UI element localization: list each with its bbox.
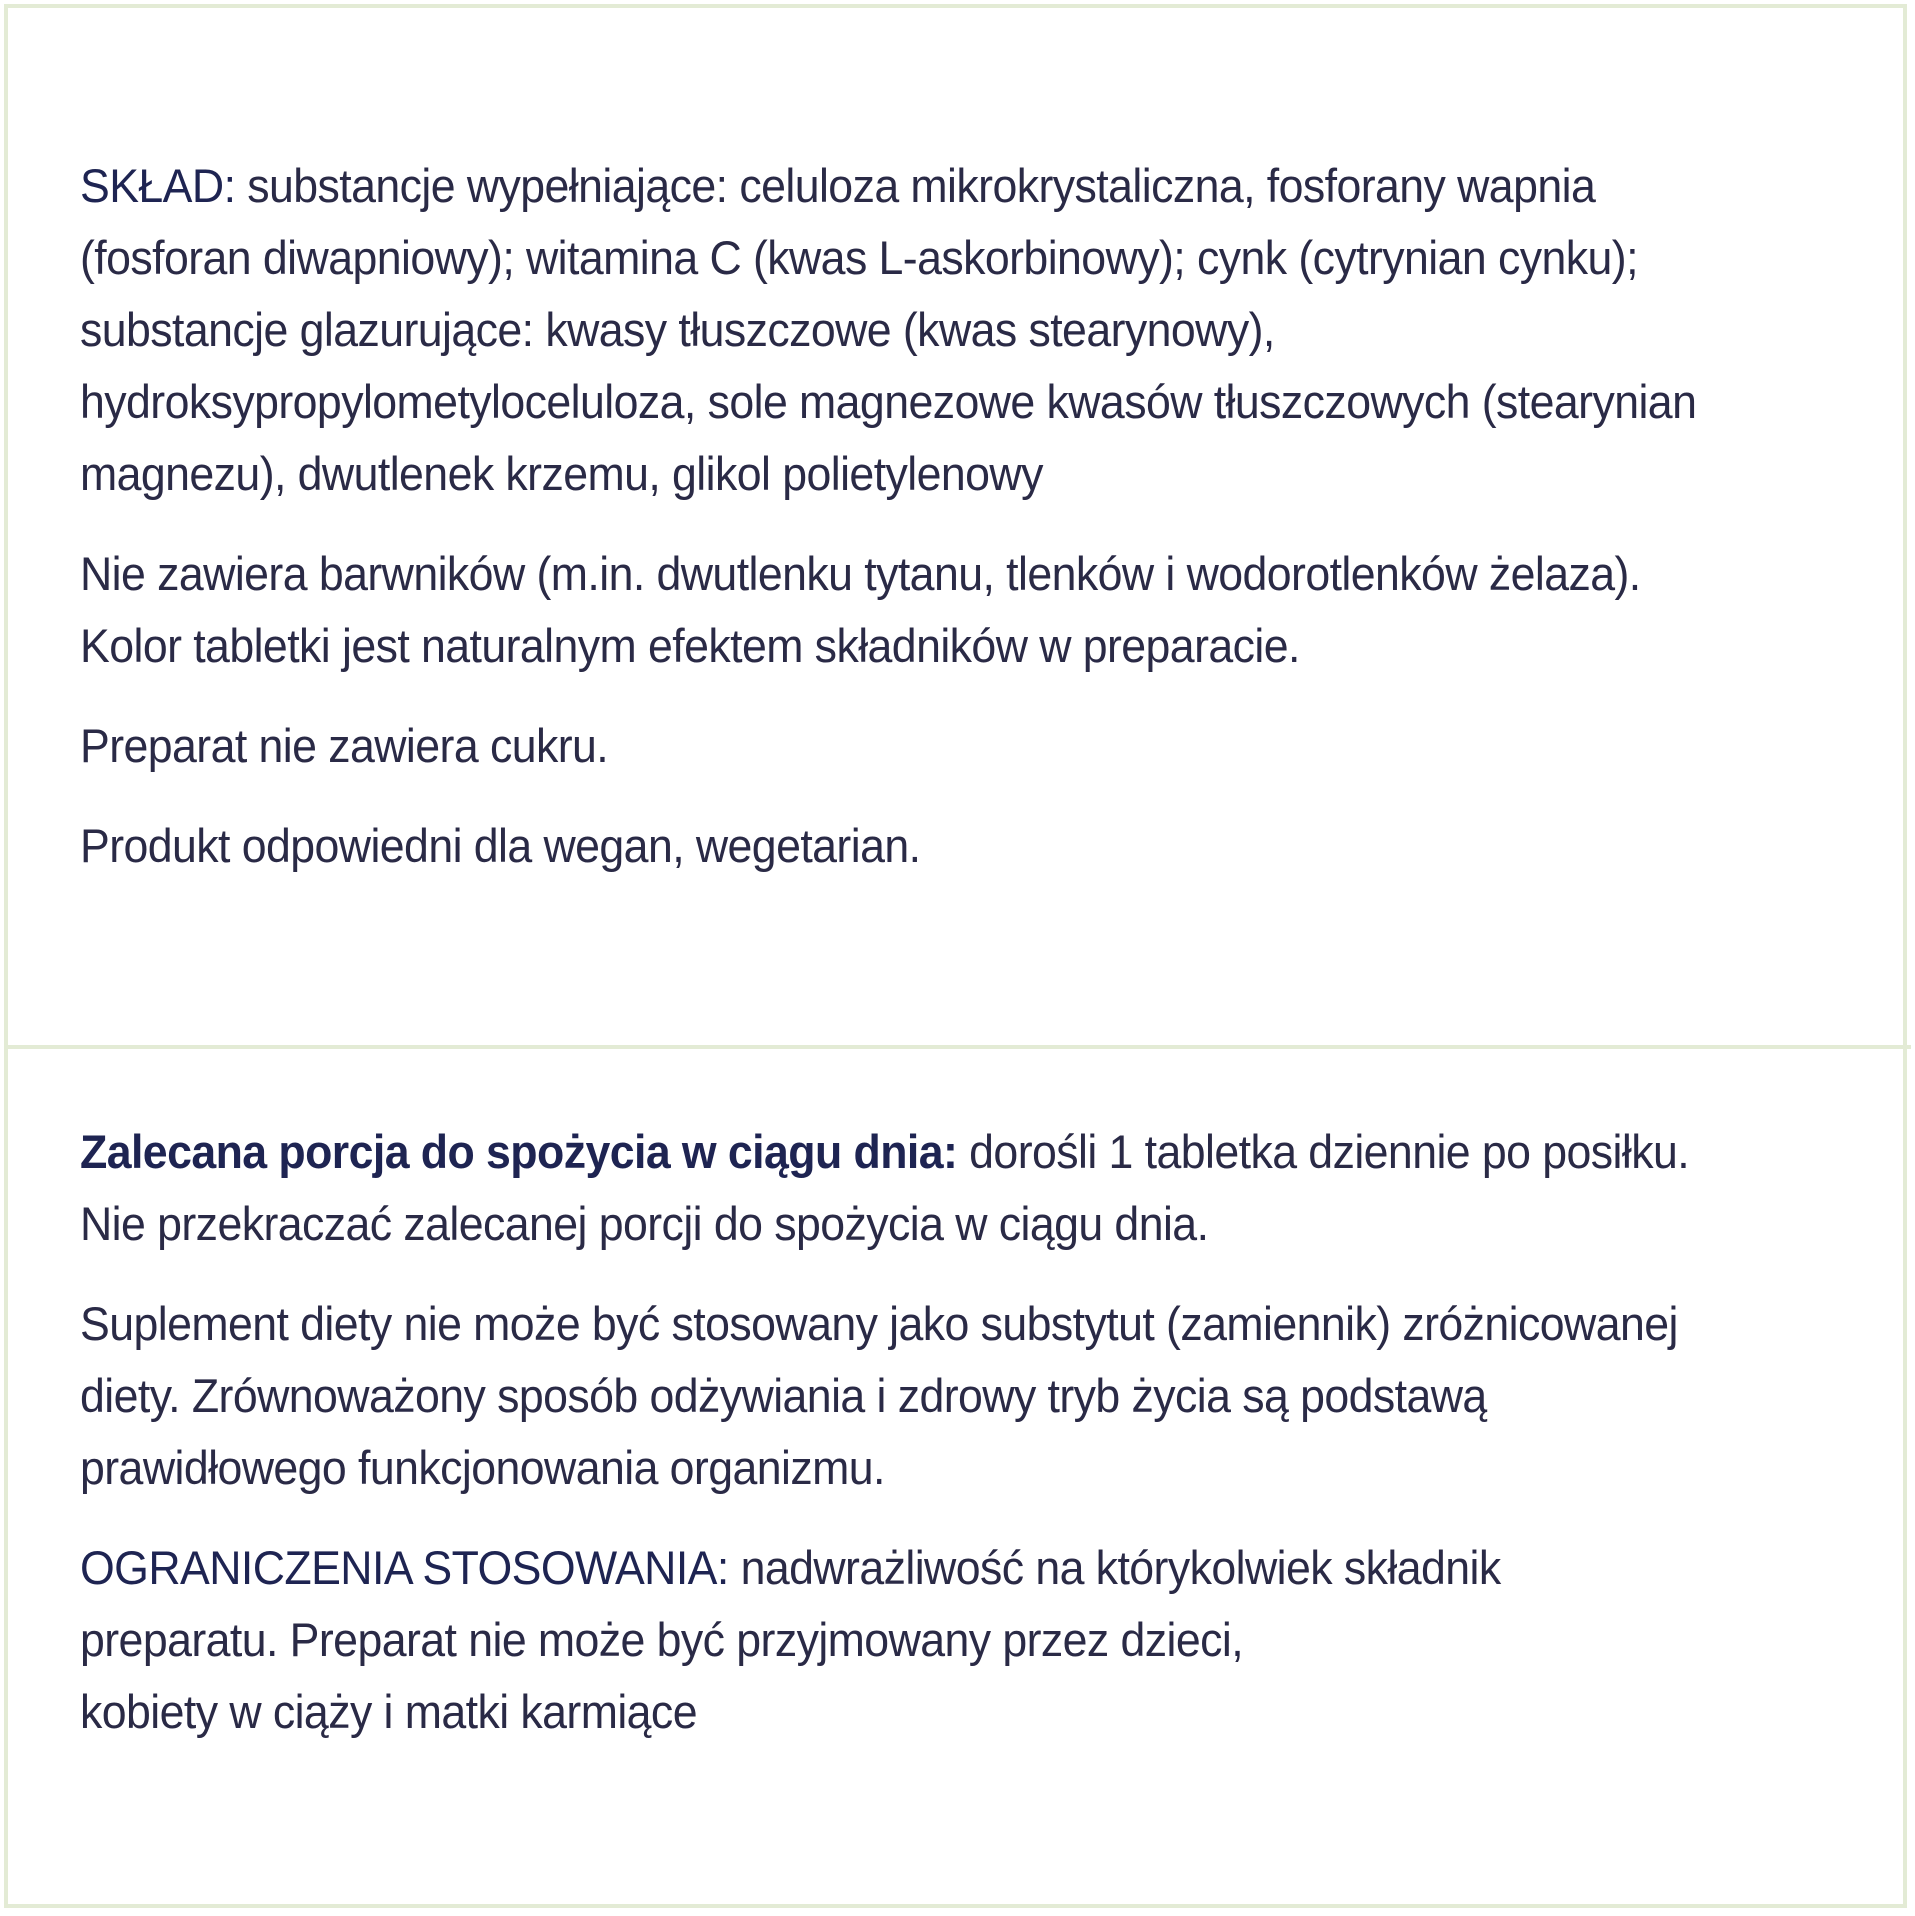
ingredients-text-line-3: substancje glazurujące: kwasy tłuszczowe (kwas stearynowy), <box>80 303 1275 356</box>
no-dyes-line-1: Nie zawiera barwników (m.in. dwutlenku tytanu, tlenków i wodorotlenków żelaza). <box>80 547 1641 600</box>
restrictions-label: OGRANICZENIA STOSOWANIA: <box>80 1541 729 1594</box>
ingredients-text-line-4: hydroksypropylometyloceluloza, sole magnezowe kwasów tłuszczowych (stearynian <box>80 375 1697 428</box>
vegan-paragraph: Produkt odpowiedni dla wegan, wegetarian. <box>80 819 921 872</box>
usage-section <box>80 1116 1860 1776</box>
no-dyes-line-2: Kolor tabletki jest naturalnym efektem składników w preparacie. <box>80 619 1300 672</box>
dosage-label: Zalecana porcja do spożycia w ciągu dnia: <box>80 1125 958 1178</box>
restrictions-text-line-2: preparatu. Preparat nie może być przyjmowany przez dzieci, <box>80 1613 1244 1666</box>
dosage-paragraph <box>80 1116 1771 1260</box>
restrictions-text-line-1: nadwrażliwość na którykolwiek składnik <box>728 1541 1501 1594</box>
restrictions-text-line-3: kobiety w ciąży i matki karmiące <box>80 1685 697 1738</box>
supplement-note-paragraph <box>80 1288 1771 1504</box>
dosage-text-line-2: Nie przekraczać zalecanej porcji do spożycia w ciągu dnia. <box>80 1197 1209 1250</box>
ingredients-text-line-5: magnezu), dwutlenek krzemu, glikol polietylenowy <box>80 447 1043 500</box>
restrictions-paragraph <box>80 1532 1771 1748</box>
supplement-note-line-2: diety. Zrównoważony sposób odżywiania i zdrowy tryb życia są podstawą <box>80 1369 1487 1422</box>
section-divider <box>4 1045 1911 1049</box>
supplement-note-line-1: Suplement diety nie może być stosowany jako substytut (zamiennik) zróżnicowanej <box>80 1297 1678 1350</box>
supplement-note-line-3: prawidłowego funkcjonowania organizmu. <box>80 1441 885 1494</box>
no-dyes-paragraph <box>80 538 1771 682</box>
no-sugar-paragraph: Preparat nie zawiera cukru. <box>80 719 609 772</box>
ingredients-paragraph <box>80 150 1771 510</box>
ingredients-text-line-2: (fosforan diwapniowy); witamina C (kwas L-askorbinowy); cynk (cytrynian cynku); <box>80 231 1638 284</box>
composition-section <box>80 150 1860 910</box>
ingredients-text-line-1: substancje wypełniające: celuloza mikrokrystaliczna, fosforany wapnia <box>235 159 1596 212</box>
ingredients-label: SKŁAD: <box>80 159 236 212</box>
dosage-text-line-1: dorośli 1 tabletka dziennie po posiłku. <box>957 1125 1690 1178</box>
